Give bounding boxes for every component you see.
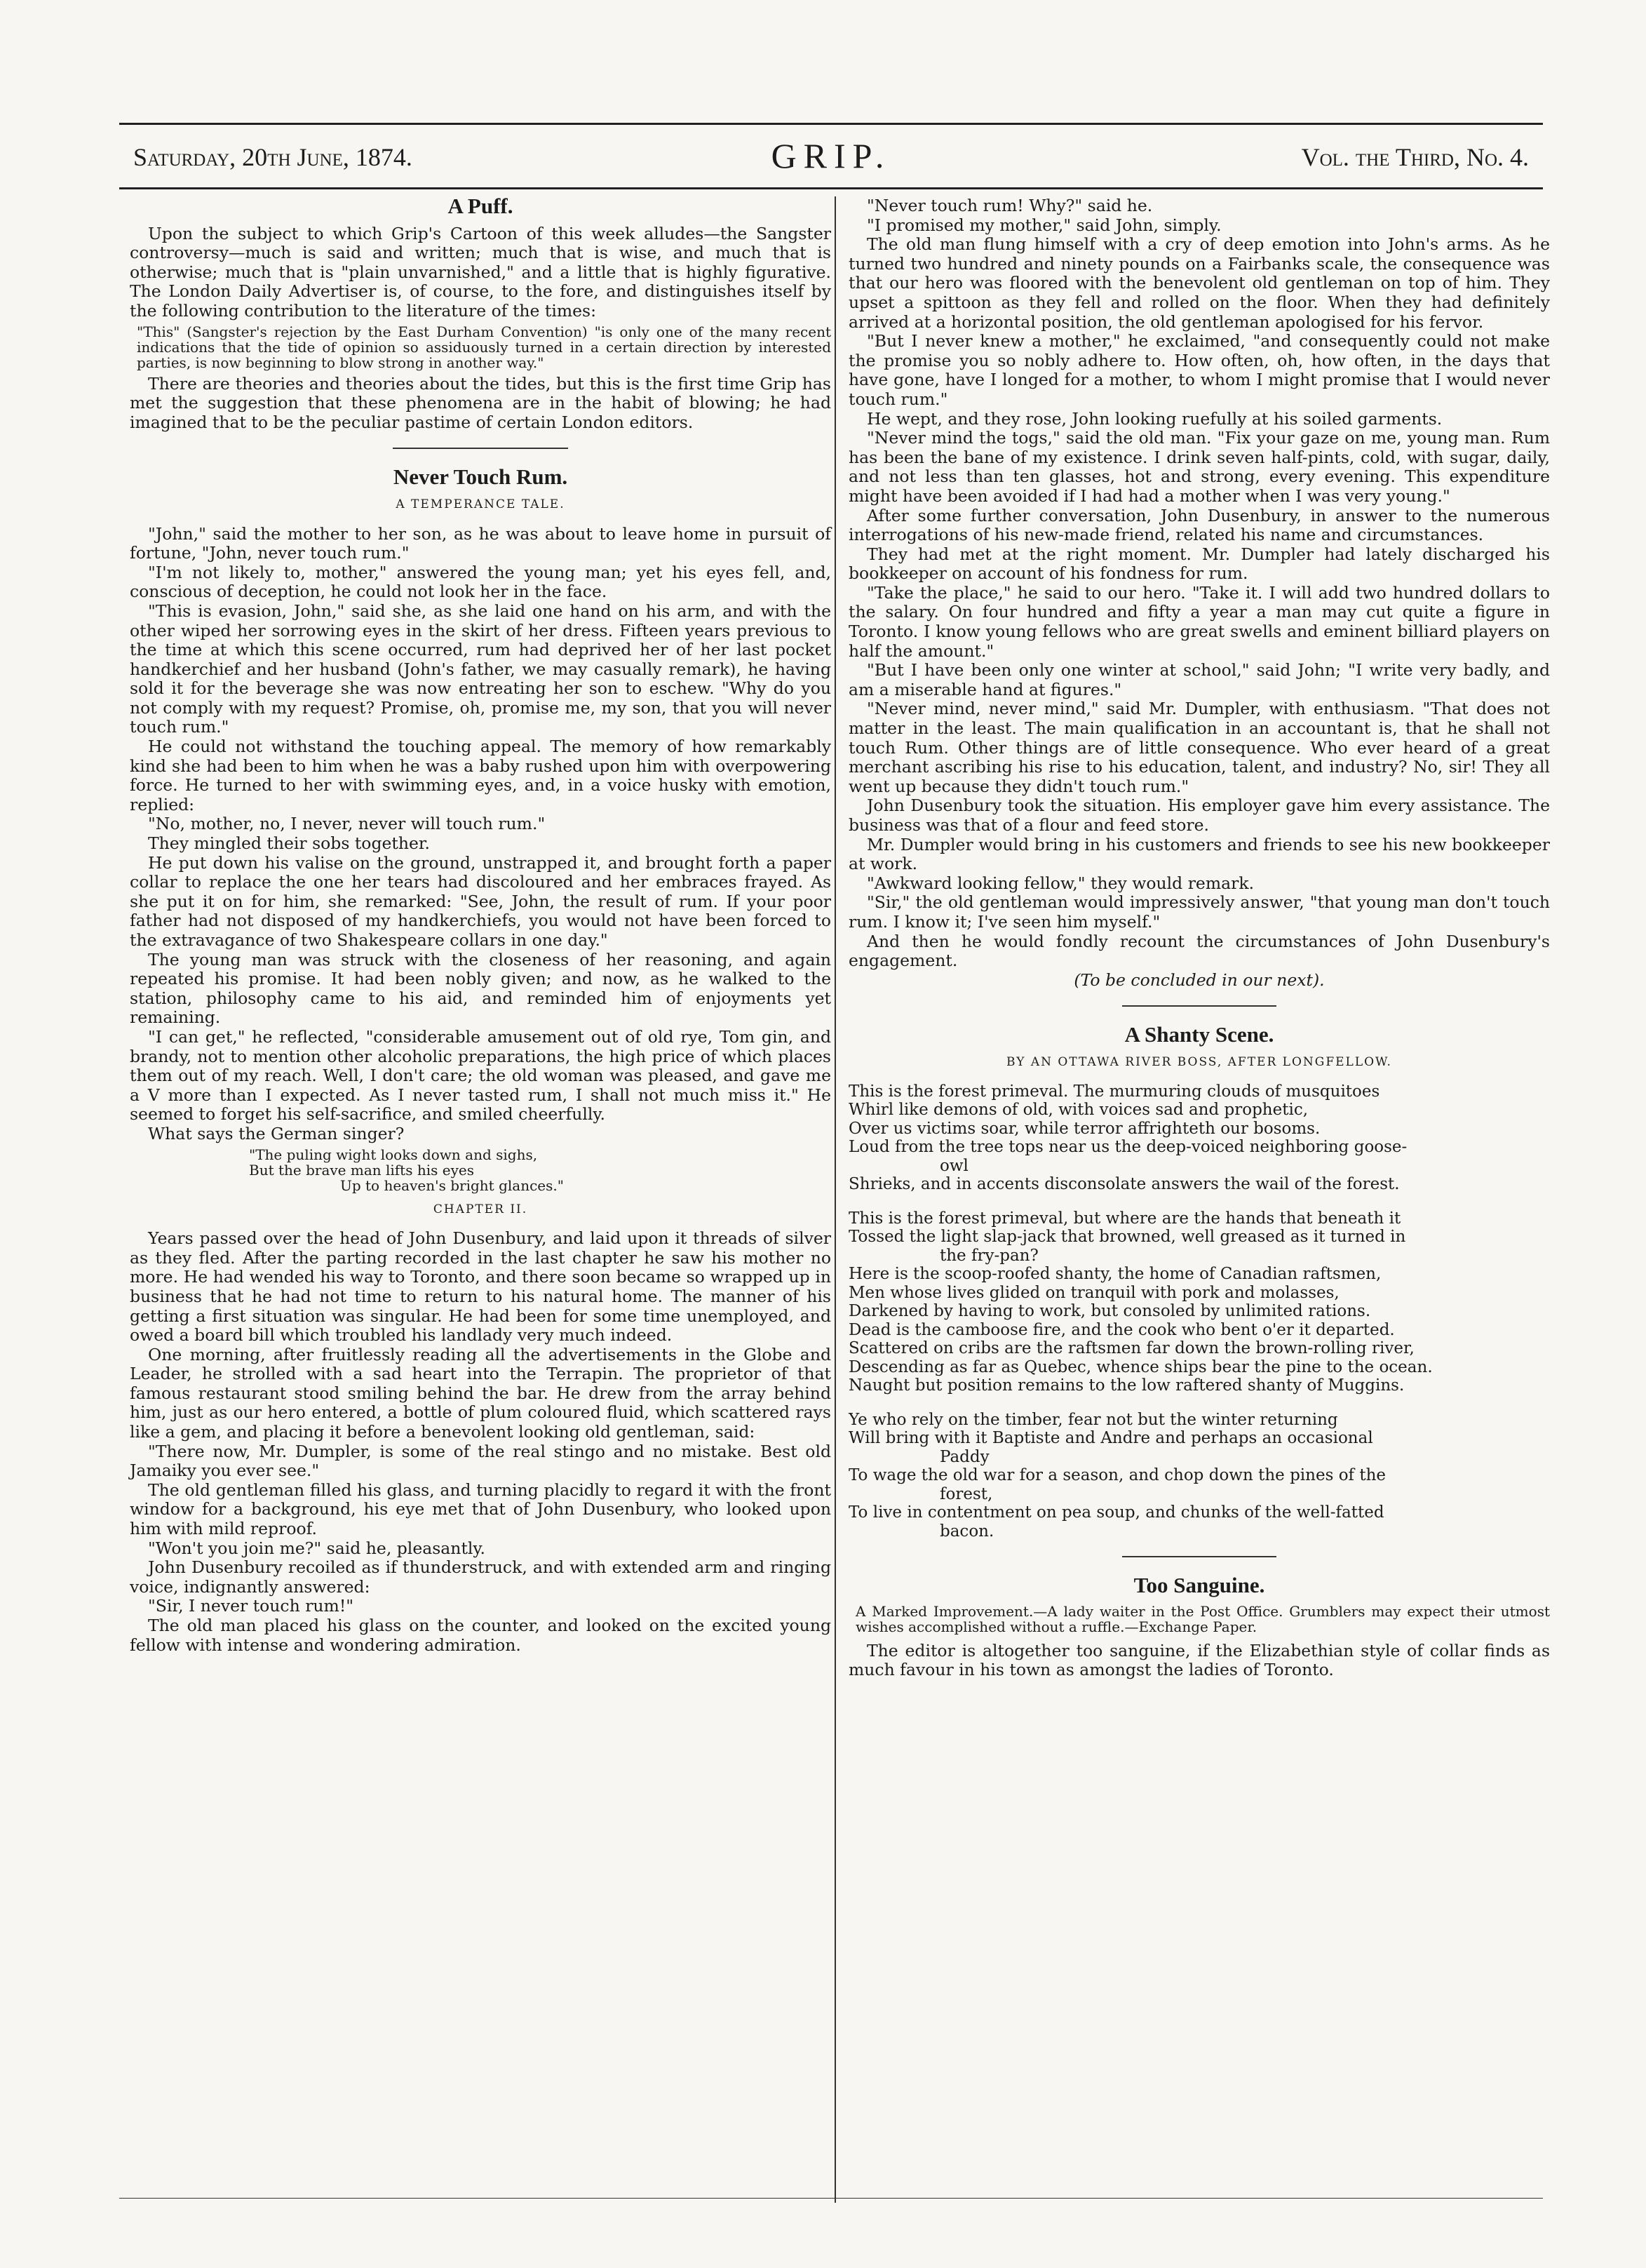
quotation: "This" (Sangster's rejection by the East Durham Convention) "is only one of the many recent indications that the tide of opinion so assiduously turned in a certain direction by interested parties, is now beginning to blow strong in another way."	[137, 323, 831, 371]
paragraph: The old man placed his glass on the counter, and looked on the excited young fellow with intense and wondering admiration.	[130, 1616, 831, 1655]
paragraph: "I promised my mother," said John, simply.	[867, 215, 1222, 235]
poem-line: the fry-pan?	[940, 1246, 1039, 1265]
masthead: GRIP.	[771, 136, 891, 175]
stanza	[849, 1209, 1550, 1395]
poem-line: Dead is the camboose fire, and the cook who bent o'er it departed.	[849, 1320, 1395, 1339]
poem-line: forest,	[940, 1484, 993, 1503]
paragraph: He could not withstand the touching appeal. The memory of how remarkably kind she had been to him when he was a baby rushed upon him with overpowering force. He turned to her with swimming eyes, and, in a voice husky with emotion, replied:	[130, 737, 831, 814]
poem-line: Paddy	[940, 1447, 990, 1466]
story-paragraphs	[130, 1229, 831, 1655]
paragraph: What says the German singer?	[148, 1123, 405, 1143]
paragraph: There are theories and theories about the tides, but this is the first time Grip has met the suggestion that these phenomena are in the habit of blowing; he had imagined that to be the peculiar pastime of certain London editors.	[130, 373, 831, 432]
poem-line: Loud from the tree tops near us the deep-voiced neighboring goose-	[849, 1138, 1408, 1157]
poem-line: Darkened by having to work, but consoled by unlimited rations.	[849, 1302, 1371, 1321]
poem-line: This is the forest primeval, but where are the hands that beneath it	[849, 1209, 1401, 1228]
divider	[1122, 1556, 1276, 1557]
poem-line: Men whose lives glided on tranquil with pork and molasses,	[849, 1283, 1340, 1302]
header-rule	[119, 187, 1543, 189]
paragraph: Years passed over the head of John Dusenbury, and laid upon it threads of silver as they fled. After the parting recorded in the last chapter he saw his mother no more. He had wended his way to Toronto, and there soon became so wrapped up in business that he had not time to return to his natural home. The manner of his getting a first situation was singular. He had been for some time unemployed, and owed a board bill which troubled his landlady very much indeed.	[130, 1228, 831, 1346]
poem-line: Shrieks, and in accents disconsolate answers the wail of the forest.	[849, 1175, 1400, 1194]
paragraph: "Awkward looking fellow," they would remark.	[867, 873, 1255, 893]
poem-line: Naught but position remains to the low raftered shanty of Muggins.	[849, 1376, 1405, 1395]
paragraph: One morning, after fruitlessly reading all the advertisements in the Globe and Leader, he strolled with a sad heart into the Terrapin. The proprietor of that famous restaurant stood smiling behind the bar. He drew from the array behind him, just as our hero entered, a bottle of plum coloured fluid, which scattered rays like a gem, and placing it before a benevolent looking old gentleman, said:	[130, 1344, 831, 1442]
poem-line: Here is the scoop-roofed shanty, the home of Canadian raftsmen,	[849, 1265, 1382, 1284]
paragraph: Mr. Dumpler would bring in his customers and friends to see his new bookkeeper at work.	[849, 834, 1550, 874]
paragraph: "John," said the mother to her son, as he was about to leave home in pursuit of fortune, "John, never touch rum."	[130, 523, 831, 563]
quotation: A Marked Improvement.—A lady waiter in the Post Office. Grumblers may expect their utmost wishes accomplished without a ruffle.—Exchange Paper.	[856, 1602, 1550, 1635]
paragraph: The editor is altogether too sanguine, if the Elizabethian style of collar finds as much favour in his town as amongst the ladies of Toronto.	[849, 1640, 1550, 1680]
paragraph: The old man flung himself with a cry of deep emotion into John's arms. As he turned two hundred and ninety pounds on a Fairbanks scale, the consequence was that our hero was floored with the benevolent old gentleman on top of him. They upset a spittoon as they fell and rolled on the floor. When they had definitely arrived at a horizontal position, the old gentleman apologised for his fervor.	[849, 234, 1550, 332]
volume-number: Vol. the Third, No. 4.	[1301, 143, 1529, 171]
article-title-puff: A Puff.	[447, 194, 513, 218]
paragraph: "This is evasion, John," said she, as she laid one hand on his arm, and with the other wiped her sorrowing eyes in the skirt of her dress. Fifteen years previous to the time at which this scene occurred, rum had deprived her of her last pocket handkerchief and her husband (John's father, we may casually remark), he having sold it for the beverage she was now entreating her son to eschew. "Why do you not comply with my request? Promise, oh, promise me, my son, that you will never touch rum."	[130, 600, 831, 737]
column-divider	[835, 196, 836, 2203]
paragraph: They had met at the right moment. Mr. Dumpler had lately discharged his bookkeeper on account of his fondness for rum.	[849, 544, 1550, 584]
verse-line: "The puling wight looks down and sighs,	[249, 1146, 538, 1163]
poem-line: Descending as far as Quebec, whence ships bear the pine to the ocean.	[849, 1357, 1433, 1376]
divider	[393, 448, 568, 449]
paragraph: "Take the place," he said to our hero. "Take it. I will add two hundred dollars to the salary. On four hundred and fifty a year a man may cut quite a figure in Toronto. I know young fellows who are great swells and eminent billiard players on half the amount."	[849, 582, 1550, 661]
bottom-rule	[119, 2198, 1543, 2199]
issue-date: Saturday, 20th June, 1874.	[133, 143, 412, 171]
poem-line: This is the forest primeval. The murmuring clouds of musquitoes	[849, 1082, 1380, 1101]
paragraph: John Dusenbury recoiled as if thunderstruck, and with extended arm and ringing voice, indignantly answered:	[130, 1557, 831, 1597]
paragraph: "No, mother, no, I never, never will touch rum."	[148, 814, 546, 834]
poem-line: To wage the old war for a season, and chop down the pines of the	[849, 1466, 1387, 1485]
stanza	[849, 1082, 1550, 1194]
poem-line: bacon.	[940, 1522, 994, 1541]
poem-line: owl	[940, 1156, 969, 1175]
poem-line: Scattered on cribs are the raftsmen far down the brown-rolling river,	[849, 1339, 1415, 1358]
divider	[1122, 1005, 1276, 1007]
newspaper-page	[119, 123, 1550, 2203]
article-subtitle: A TEMPERANCE TALE.	[396, 497, 565, 511]
poem-line: Whirl like demons of old, with voices sad and prophetic,	[849, 1101, 1309, 1120]
paragraph: "But I have been only one winter at school," said John; "I write very badly, and am a miserable hand at figures."	[849, 660, 1550, 699]
paragraph: "But I never knew a mother," he exclaimed, "and consequently could not make the promise you so nobly adhere to. How often, oh, how often, in the days that have gone, have I longed for a mother, to whom I might promise that I would never touch rum."	[849, 331, 1550, 409]
paragraph: John Dusenbury took the situation. His employer gave him every assistance. The business was that of a flour and feed store.	[849, 796, 1550, 835]
verse-line: Up to heaven's bright glances."	[340, 1176, 564, 1194]
story-paragraphs	[130, 525, 831, 1144]
verse-quote	[249, 1147, 831, 1193]
paragraph: They mingled their sobs together.	[148, 833, 431, 854]
poem-line: Over us victims soar, while terror affrighteth our bosoms.	[849, 1119, 1321, 1138]
article-title-rum: Never Touch Rum.	[393, 464, 568, 490]
poem-line: Tossed the light slap-jack that browned, well greased as it turned in	[849, 1228, 1406, 1247]
left-column	[130, 196, 831, 1655]
paragraph: The old gentleman filled his glass, and turning placidly to regard it with the front window for a background, his eye met that of John Dusenbury, who looked upon him with mild reproof.	[130, 1479, 831, 1539]
paragraph: "Sir, I never touch rum!"	[148, 1596, 354, 1616]
paragraph: "I can get," he reflected, "considerable amusement out of old rye, Tom gin, and brandy, not to mention other alcoholic preparations, the high price of which places them out of my reach. Well, I don't care; the old woman was pleased, and gave me a V more than I expected. As I never tasted rum, I shall not much miss it." He seemed to forget his self-sacrifice, and smiled cheerfully.	[130, 1026, 831, 1125]
paragraph: "Sir," the old gentleman would impressively answer, "that young man don't touch rum. I know it; I've seen him myself."	[849, 892, 1550, 932]
poem-subtitle: BY AN OTTAWA RIVER BOSS, AFTER LONGFELLOW.	[1006, 1054, 1392, 1069]
paragraph: He put down his valise on the ground, unstrapped it, and brought forth a paper collar to replace the one her tears had discoloured and her embraces frayed. As she put it on for him, she remarked: "See, John, the result of rum. If your poor father had not disposed of my handkerchiefs, you would not have been forced to the extravagance of two Shakespeare collars in one day."	[130, 852, 831, 950]
paragraph: "Never touch rum! Why?" said he.	[867, 196, 1153, 215]
to-be-continued: (To be concluded in our next).	[1074, 969, 1325, 990]
article-title-sanguine: Too Sanguine.	[1133, 1573, 1265, 1598]
poem-line: To live in contentment on pea soup, and chunks of the well-fatted	[849, 1503, 1384, 1522]
stanza	[849, 1411, 1550, 1541]
paragraph: He wept, and they rose, John looking ruefully at his soiled garments.	[867, 408, 1443, 429]
paragraph: Upon the subject to which Grip's Cartoon of this week alludes—the Sangster controversy—much is said and written; much that is wise, and much that is otherwise; much that is "plain unvarnished," and a little that is highly figurative. The London Daily Advertiser is, of course, to the fore, and distinguishes itself by the following contribution to the literature of the times:	[130, 223, 831, 321]
verse-line: But the brave man lifts his eyes	[249, 1161, 474, 1179]
poem-line: Ye who rely on the timber, fear not but the winter returning	[849, 1410, 1338, 1429]
poem-line: Will bring with it Baptiste and Andre and perhaps an occasional	[849, 1429, 1373, 1448]
chapter-heading: CHAPTER II.	[433, 1202, 528, 1216]
story-paragraphs	[849, 196, 1550, 971]
poem	[849, 1082, 1550, 1541]
right-column	[849, 196, 1550, 1680]
paragraph: The young man was struck with the closeness of her reasoning, and again repeated his promise. It had been nobly given; and now, as he walked to the station, philosophy came to his aid, and reminded him of enjoyments yet remaining.	[130, 949, 831, 1028]
paragraph: After some further conversation, John Dusenbury, in answer to the numerous interrogations of his new-made friend, related his name and circumstances.	[849, 505, 1550, 545]
paragraph: "There now, Mr. Dumpler, is some of the real stingo and no mistake. Best old Jamaiky you ever see."	[130, 1441, 831, 1481]
paragraph: "Never mind the togs," said the old man. "Fix your gaze on me, young man. Rum has been the bane of my existence. I drink seven half-pints, cold, with sugar, daily, and not less than ten glasses, hot and strong, every evening. This expenditure might have been avoided if I had had a mother when I was very young."	[849, 428, 1550, 506]
paragraph: "Won't you join me?" said he, pleasantly.	[148, 1538, 486, 1558]
paragraph: "Never mind, never mind," said Mr. Dumpler, with enthusiasm. "That does not matter in the least. The main qualification in an accountant is, that he shall not touch Rum. Other things are of little consequence. Who ever heard of a great merchant ascribing his rise to his education, talent, and industry? No, sir! They all went up because they didn't touch rum."	[849, 699, 1550, 796]
paragraph: "I'm not likely to, mother," answered the young man; yet his eyes fell, and, conscious of deception, he could not look her in the face.	[130, 562, 831, 602]
article-title-shanty: A Shanty Scene.	[1124, 1022, 1274, 1047]
page-header	[119, 135, 1543, 177]
top-rule	[119, 123, 1543, 125]
paragraph: And then he would fondly recount the circumstances of John Dusenbury's engagement.	[849, 931, 1550, 971]
